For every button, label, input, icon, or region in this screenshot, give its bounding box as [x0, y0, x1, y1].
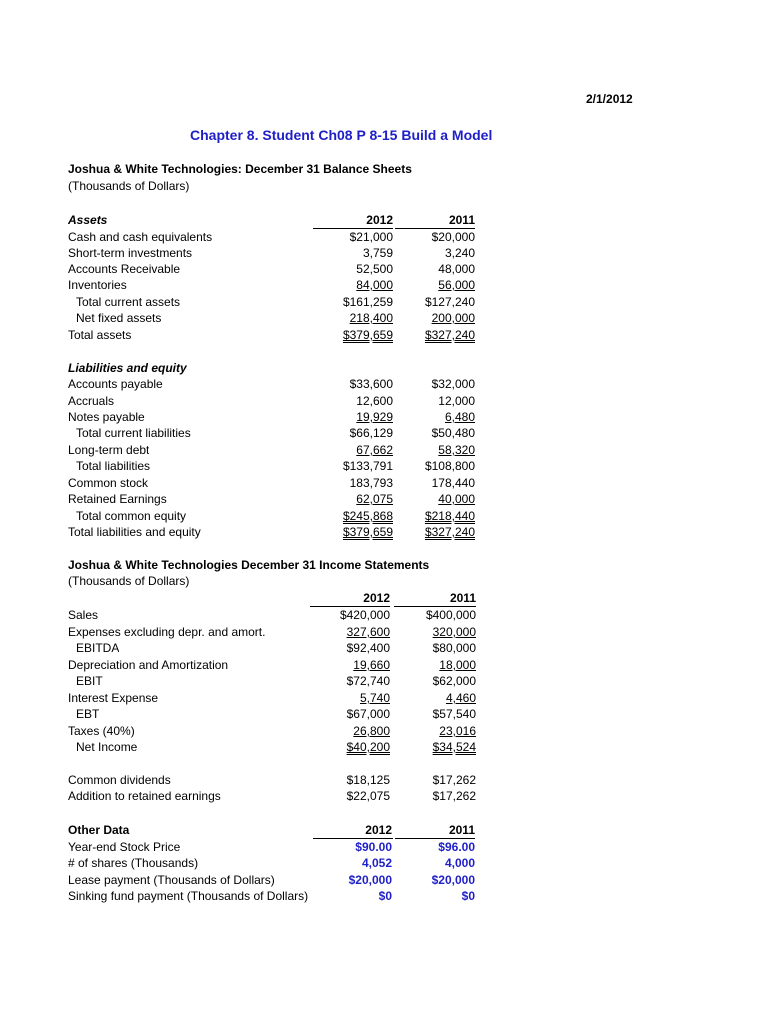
row-label: Addition to retained earnings [68, 789, 221, 803]
row-label: Total assets [68, 328, 132, 342]
row-label: Cash and cash equivalents [68, 230, 213, 244]
value-2011: $57,540 [432, 707, 476, 721]
table-row [68, 409, 488, 425]
row-label: EBITDA [76, 641, 120, 655]
value-2012: 3,759 [362, 246, 393, 260]
table-row [68, 872, 488, 888]
row-label: Retained Earnings [68, 492, 167, 506]
table-row [68, 393, 488, 409]
col-2011: 2011 [449, 591, 476, 605]
col-2012: 2012 [363, 591, 390, 605]
value-2011: 58,320 [438, 443, 475, 457]
value-2011: 12,000 [438, 394, 475, 408]
assets-label: Assets [68, 213, 108, 227]
row-label: Net fixed assets [76, 311, 162, 325]
value-2011: $327,240 [424, 525, 475, 539]
row-label: Total current liabilities [76, 426, 191, 440]
table-row [68, 508, 488, 524]
value-2012: 218,400 [349, 311, 393, 325]
value-2012: $420,000 [339, 608, 390, 622]
value-2011: 18,000 [439, 658, 476, 672]
row-label: Total current assets [76, 295, 181, 309]
value-2012: $67,000 [346, 707, 390, 721]
value-2011: 40,000 [438, 492, 475, 506]
table-row [68, 277, 488, 293]
table-row [68, 839, 488, 855]
table-row [68, 624, 488, 640]
table-row [68, 690, 488, 706]
table-row [68, 229, 488, 245]
table-row [68, 310, 488, 326]
row-label: Net Income [76, 740, 138, 754]
row-label: Common stock [68, 476, 149, 490]
value-2012: $379,659 [342, 525, 393, 539]
input-value-2012: $0 [378, 889, 392, 903]
table-row [68, 788, 488, 804]
value-2012: $21,000 [349, 230, 393, 244]
value-2012: $33,600 [349, 377, 393, 391]
value-2011: $400,000 [425, 608, 476, 622]
table-row [68, 475, 488, 491]
row-label: Total common equity [76, 509, 187, 523]
value-2011: $80,000 [432, 641, 476, 655]
value-2011: 56,000 [438, 278, 475, 292]
value-2012: 26,800 [353, 724, 390, 738]
value-2012: $161,259 [342, 295, 393, 309]
value-2011: 48,000 [438, 262, 475, 276]
table-row [68, 442, 488, 458]
input-value-2011: $96.00 [438, 840, 475, 854]
liabilities-header-row [68, 360, 488, 376]
row-label: Sinking fund payment (Thousands of Dollars) [68, 889, 309, 903]
value-2011: $17,262 [432, 773, 476, 787]
table-row [68, 425, 488, 441]
assets-header-row [68, 212, 488, 228]
value-2011: 23,016 [439, 724, 476, 738]
balance-sheet-heading: Joshua & White Technologies: December 31 Balance Sheets [68, 162, 412, 176]
value-2012: 5,740 [359, 691, 390, 705]
col-2011: 2011 [448, 823, 475, 837]
value-2012: 67,662 [356, 443, 393, 457]
value-2011: $17,262 [432, 789, 476, 803]
table-row [68, 739, 488, 755]
table-row [68, 245, 488, 261]
row-label: Inventories [68, 278, 127, 292]
value-2011: 320,000 [432, 625, 476, 639]
table-row [68, 706, 488, 722]
row-label: Depreciation and Amortization [68, 658, 229, 672]
value-2011: $50,480 [431, 426, 475, 440]
row-label: Taxes (40%) [68, 724, 135, 738]
row-label: Common dividends [68, 773, 171, 787]
table-row [68, 772, 488, 788]
col-2012: 2012 [366, 213, 393, 227]
value-2012: 62,075 [356, 492, 393, 506]
input-value-2011: $0 [461, 889, 475, 903]
value-2012: $245,868 [342, 509, 393, 523]
col-2012: 2012 [365, 823, 392, 837]
table-row [68, 261, 488, 277]
income-statement-subheading: (Thousands of Dollars) [68, 574, 190, 588]
table-row [68, 723, 488, 739]
table-row [68, 327, 488, 343]
income-header-row [68, 590, 488, 606]
value-2012: $18,125 [346, 773, 390, 787]
value-2012: 12,600 [356, 394, 393, 408]
table-row [68, 524, 488, 540]
value-2011: $20,000 [431, 230, 475, 244]
row-label: Sales [68, 608, 99, 622]
table-row [68, 673, 488, 689]
value-2012: 84,000 [356, 278, 393, 292]
value-2011: 6,480 [444, 410, 475, 424]
row-label: Year-end Stock Price [68, 840, 181, 854]
value-2011: $218,440 [424, 509, 475, 523]
value-2011: $62,000 [432, 674, 476, 688]
input-value-2011: 4,000 [444, 856, 475, 870]
row-label: Notes payable [68, 410, 145, 424]
table-row [68, 640, 488, 656]
value-2011: 4,460 [445, 691, 476, 705]
value-2012: 52,500 [356, 262, 393, 276]
table-row [68, 607, 488, 623]
value-2012: 327,600 [346, 625, 390, 639]
value-2012: $379,659 [342, 328, 393, 342]
row-label: Long-term debt [68, 443, 150, 457]
row-label: Accounts Receivable [68, 262, 181, 276]
table-row [68, 294, 488, 310]
income-statement-heading: Joshua & White Technologies December 31 Income Statements [68, 558, 430, 572]
value-2012: 183,793 [349, 476, 393, 490]
value-2012: $22,075 [346, 789, 390, 803]
col-2011: 2011 [448, 213, 475, 227]
value-2011: 200,000 [431, 311, 475, 325]
input-value-2011: $20,000 [431, 873, 475, 887]
row-label: Accounts payable [68, 377, 163, 391]
row-label: # of shares (Thousands) [68, 856, 199, 870]
row-label: Short-term investments [68, 246, 193, 260]
document-title: Chapter 8. Student Ch08 P 8-15 Build a Model [190, 127, 493, 143]
row-label: Total liabilities [76, 459, 151, 473]
value-2012: 19,929 [356, 410, 393, 424]
row-label: Total liabilities and equity [68, 525, 201, 539]
value-2011: $34,524 [432, 740, 476, 754]
value-2011: $127,240 [424, 295, 475, 309]
value-2012: $133,791 [342, 459, 393, 473]
input-value-2012: 4,052 [361, 856, 392, 870]
document-date: 2/1/2012 [586, 92, 633, 106]
row-label: Interest Expense [68, 691, 159, 705]
table-row [68, 376, 488, 392]
value-2011: 3,240 [444, 246, 475, 260]
value-2011: 178,440 [431, 476, 475, 490]
value-2012: $72,740 [346, 674, 390, 688]
balance-sheet-subheading: (Thousands of Dollars) [68, 179, 190, 193]
input-value-2012: $90.00 [355, 840, 392, 854]
table-row [68, 458, 488, 474]
row-label: Accruals [68, 394, 115, 408]
value-2011: $108,800 [424, 459, 475, 473]
value-2012: $66,129 [349, 426, 393, 440]
value-2011: $327,240 [424, 328, 475, 342]
value-2012: 19,660 [353, 658, 390, 672]
value-2012: $40,200 [346, 740, 390, 754]
table-row [68, 657, 488, 673]
value-2011: $32,000 [431, 377, 475, 391]
row-label: EBT [76, 707, 100, 721]
row-label: EBIT [76, 674, 103, 688]
table-row [68, 888, 488, 904]
other-data-heading: Other Data [68, 823, 130, 837]
table-row [68, 491, 488, 507]
value-2012: $92,400 [346, 641, 390, 655]
liabilities-label: Liabilities and equity [68, 361, 187, 375]
row-label: Lease payment (Thousands of Dollars) [68, 873, 275, 887]
other-data-header-row [68, 822, 488, 838]
row-label: Expenses excluding depr. and amort. [68, 625, 266, 639]
input-value-2012: $20,000 [348, 873, 392, 887]
table-row [68, 855, 488, 871]
